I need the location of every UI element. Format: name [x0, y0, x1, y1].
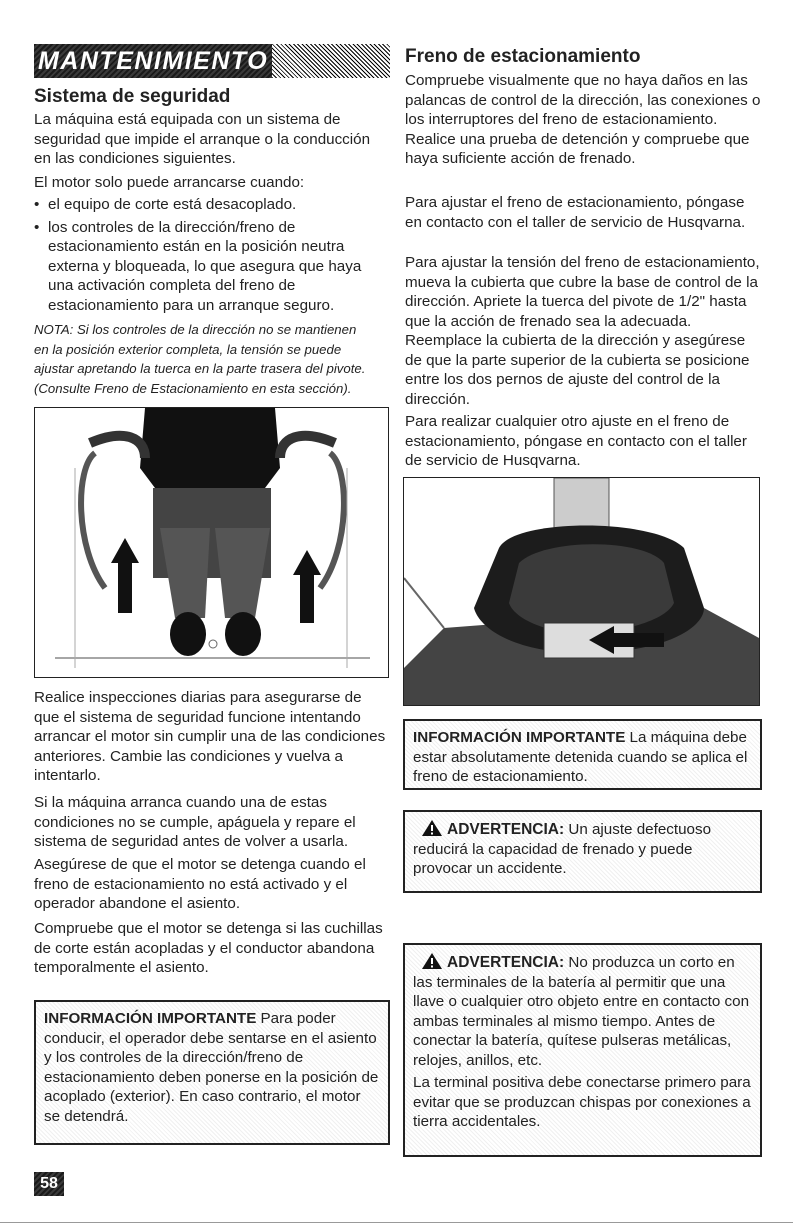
warning-label: ADVERTENCIA:: [447, 821, 565, 838]
check-paragraph: Compruebe que el motor se detenga si las cuchillas de corte están acopladas y el conductor abandona temporalmente el asiento.: [34, 920, 383, 976]
warning-text-2: La terminal positiva debe conectarse primero para evitar que se produzcan chispas por conexiones a tierra accidentales.: [413, 1074, 751, 1130]
brake-p3: Para ajustar la tensión del freno de estacionamiento, mueva la cubierta que cubre la base de control de la dirección. Apriete la tuerca del pivote de 1/2" hasta que la acción de frenado sea la adecuada. Reemplace la cubierta de la dirección y asegúrese de que la parte superior de la cubierta se posicione entre los dos pernos de ajuste del control de la dirección.: [405, 254, 760, 408]
section-header-bar: [34, 44, 390, 78]
if-starts-paragraph: Si la máquina arranca cuando una de estas condiciones no se cumple, apáguela y repare el sistema de seguridad antes de volver a usarla.: [34, 794, 356, 850]
warning-text: ADVERTENCIA: Un ajuste defectuoso reducirá la capacidad de frenado y puede provocar un accidente.: [413, 821, 712, 877]
important-info-label: INFORMACIÓN IMPORTANTE: [44, 1010, 257, 1027]
page-number: 58: [34, 1172, 64, 1196]
warning-text: ADVERTENCIA: No produzca un corto en las terminales de la batería al permitir que una llave o cualquier otro objeto entre en contacto con ambas terminales al mismo tiempo. Antes de conectar la batería, quítese pulseras metálicas, relojes, anillos, etc.: [413, 954, 750, 1069]
warning-label: ADVERTENCIA:: [447, 954, 565, 971]
brake-p4: Para realizar cualquier otro ajuste en el freno de estacionamiento, póngase en contacto con el taller de servicio de Husqvarna.: [405, 413, 747, 469]
brake-p2: Para ajustar el freno de estacionamiento, póngase en contacto con el taller de servicio de Husqvarna.: [405, 194, 746, 231]
mower-operator-figure: [34, 407, 389, 678]
inspect-paragraph: Realice inspecciones diarias para asegurarse de que el sistema de seguridad funcione intentando arrancar el motor sin cumplir una de las condiciones anteriores. Cambie las condiciones y vuelva a intentarlo.: [34, 689, 386, 784]
parking-brake-title: Freno de estacionamiento: [405, 46, 641, 67]
warning-box-1: [403, 810, 762, 893]
steering-cover-figure: [403, 477, 760, 706]
warning-triangle-icon: [421, 819, 443, 837]
warning-triangle-icon: [421, 952, 443, 970]
safety-intro: La máquina está equipada con un sistema de seguridad que impide el arranque o la conducción en las condiciones siguientes.: [34, 111, 371, 167]
section-tab: MANTENIMIENTO: [34, 44, 272, 78]
important-info-text: INFORMACIÓN IMPORTANTE La máquina debe estar absolutamente detenida cuando se aplica el freno de estacionamiento.: [413, 729, 748, 785]
start-condition: El motor solo puede arrancarse cuando:: [34, 174, 305, 191]
note-text: NOTA: Si los controles de la dirección no se mantienen en la posición exterior completa, la tensión se puede ajustar apretando la tuerca en la parte trasera del pivote. (Consulte Freno de Estacionamiento en esta sección).: [34, 322, 366, 396]
important-info-box-right: [403, 719, 762, 790]
list-item: • los controles de la dirección/freno de estacionamiento están en la posición neutra externa y bloqueada, lo que asegura que haya una activación completa del freno de estacionamiento para un arranque seguro.: [34, 218, 374, 316]
important-info-box-left: [34, 1000, 390, 1145]
ensure-paragraph: Asegúrese de que el motor se detenga cuando el freno de estacionamiento no está activado y el operador abandone el asiento.: [34, 856, 366, 912]
safety-system-title: Sistema de seguridad: [34, 86, 231, 107]
footer-divider: [0, 1222, 793, 1223]
important-info-label: INFORMACIÓN IMPORTANTE: [413, 729, 626, 746]
warning-box-2: [403, 943, 762, 1157]
list-item: • el equipo de corte está desacoplado.: [34, 195, 374, 215]
condition-list: [34, 195, 374, 315]
important-info-text: INFORMACIÓN IMPORTANTE Para poder conducir, el operador debe sentarse en el asiento y los controles de la dirección/freno de estacionamiento deben ponerse en la posición de acoplado (exterior). En caso contrario, el motor se detendrá.: [44, 1010, 379, 1125]
brake-p1: Compruebe visualmente que no haya daños en las palancas de control de la dirección, las conexiones o los interruptores del freno de estacionamiento. Realice una prueba de detención y compruebe que haya suficiente acción de frenado.: [405, 72, 761, 167]
